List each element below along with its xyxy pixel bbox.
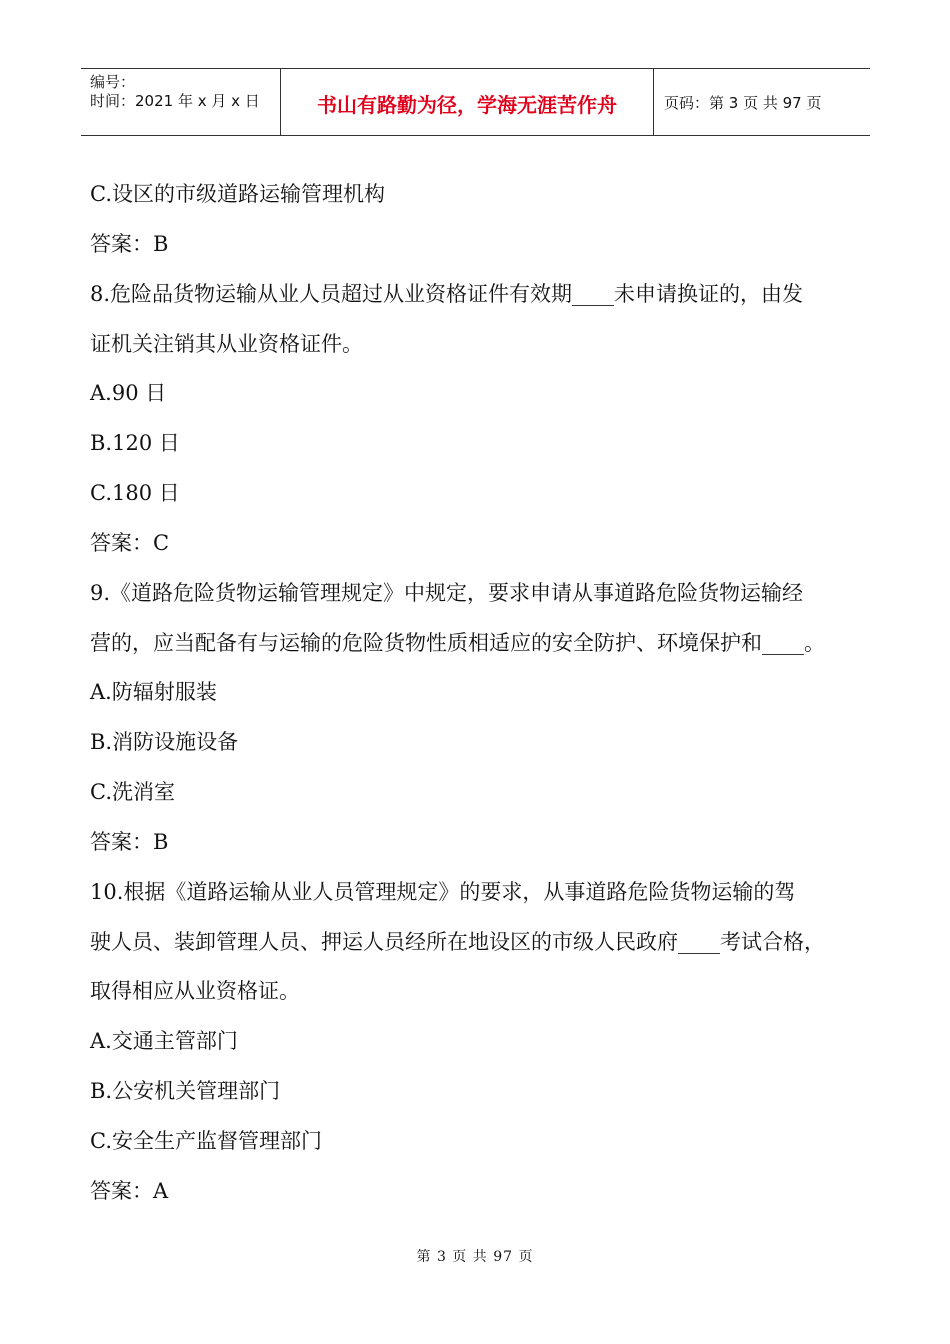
time-label: 时间：2021 年 x 月 x 日 [90, 92, 260, 110]
text-line: 驶人员、装卸管理人员、押运人员经所在地设区的市级人民政府____考试合格， [90, 930, 825, 954]
text-line: C.设区的市级道路运输管理机构 [90, 182, 385, 206]
text-line: 8.危险品货物运输从业人员超过从业资格证件有效期____未申请换证的，由发 [90, 282, 804, 306]
text-line: B.消防设施设备 [90, 730, 239, 754]
text-line: 答案：B [90, 232, 169, 256]
text-line: 10.根据《道路运输从业人员管理规定》的要求，从事道路危险货物运输的驾 [90, 880, 796, 904]
number-label: 编号： [90, 73, 136, 91]
text-line: A.交通主管部门 [90, 1029, 238, 1053]
text-line: B.公安机关管理部门 [90, 1079, 281, 1103]
text-line: B.120 日 [90, 431, 180, 455]
text-line: 证机关注销其从业资格证件。 [90, 332, 363, 356]
text-line: 答案：B [90, 830, 169, 854]
header-motto: 书山有路勤为径，学海无涯苦作舟 [281, 69, 654, 135]
text-line: 答案：A [90, 1179, 169, 1203]
text-line: C.洗消室 [90, 780, 175, 804]
text-line: A.防辐射服装 [90, 680, 217, 704]
text-line: A.90 日 [90, 381, 167, 405]
text-line: C.安全生产监督管理部门 [90, 1129, 322, 1153]
text-line: C.180 日 [90, 481, 180, 505]
page-header [81, 68, 870, 136]
page-footer: 第 3 页 共 97 页 [416, 1249, 534, 1265]
header-meta [81, 69, 281, 135]
text-line: 答案：C [90, 531, 170, 555]
text-line: 9.《道路危险货物运输管理规定》中规定，要求申请从事道路危险货物运输经 [90, 581, 804, 605]
text-line: 营的，应当配备有与运输的危险货物性质相适应的安全防护、环境保护和____。 [90, 631, 825, 655]
header-page-info: 页码：第 3 页 共 97 页 [664, 93, 822, 112]
text-line: 取得相应从业资格证。 [90, 979, 300, 1003]
